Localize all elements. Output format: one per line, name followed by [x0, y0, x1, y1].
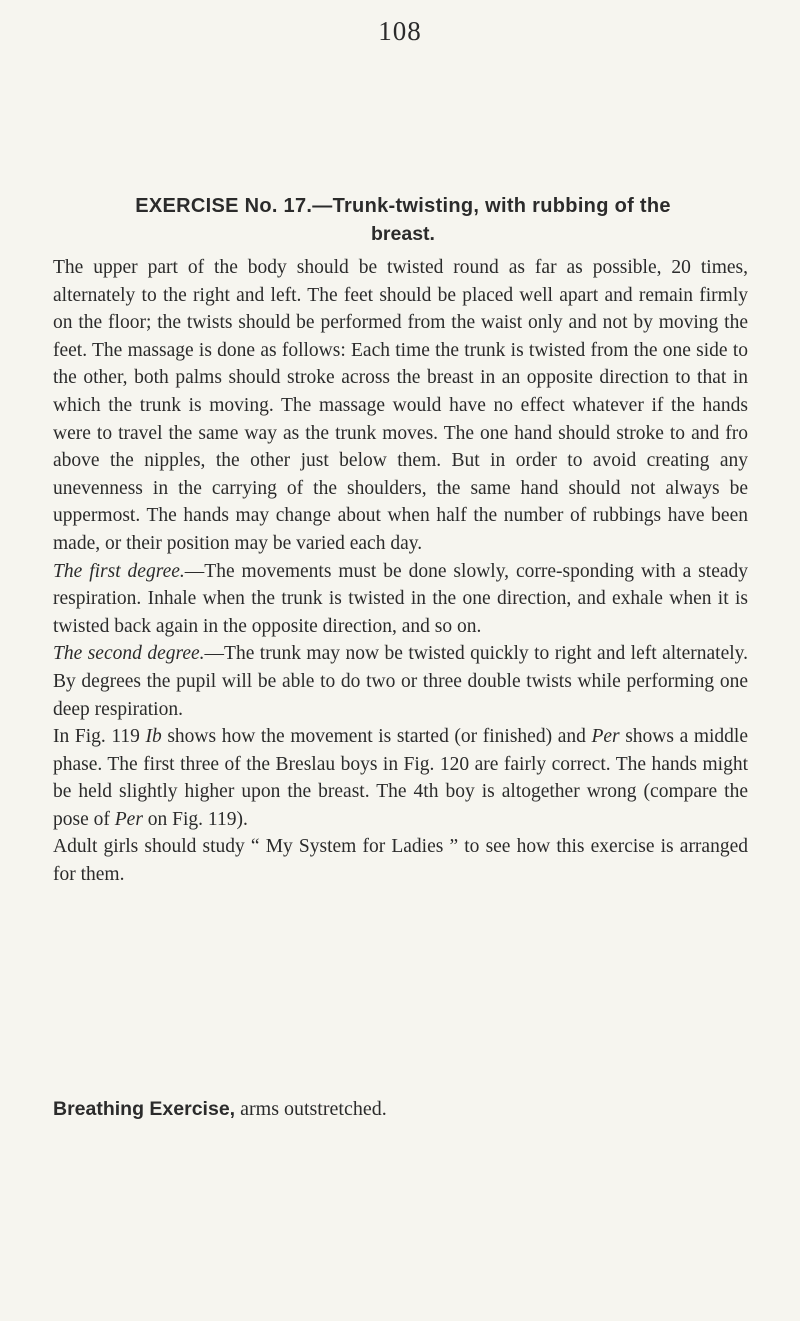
figures-text-a: In Fig. 119: [53, 726, 146, 748]
second-degree-label: The second degree.: [53, 643, 205, 665]
next-exercise-heading: [53, 1098, 748, 1121]
figures-text-d: on Fig. 119).: [142, 808, 248, 830]
paragraph-first-degree: [53, 558, 748, 641]
figures-text-c: shows a middle phase. The first three of the Breslau boys in Fig. 120 are fairly correct. The hands might be held slightly higher upon the breast. The 4th boy is altogether wrong (compare the pose of: [53, 726, 748, 830]
second-degree-text: —The trunk may now be twisted quickly to right and left alternately. By degrees the pupil will be able to do two or three double twists while performing one deep respiration.: [53, 643, 748, 720]
figures-ib: Ib: [145, 726, 162, 748]
body-text: [53, 254, 748, 889]
first-degree-text: —The movements must be done slowly, corre-sponding with a steady respiration. Inhale when the trunk is twisted in the one direction, and exhale when it is twisted back again in the opposite direction, and so on.: [53, 560, 748, 637]
heading-line-2: breast.: [371, 223, 435, 245]
paragraph-instructions: The upper part of the body should be twisted round as far as possible, 20 times, alternately to the right and left. The feet should be placed well apart and remain firmly on the floor; the twists should be performed from the waist only and not by moving the feet. The massage is done as follows: Each time the trunk is twisted from the one side to the other, both palms should stroke across the breast in an opposite direction to that in which the trunk is moving. The massage would have no effect whatever if the hands were to travel the same way as the trunk moves. The one hand should stroke to and fro above the nipples, the other just below them. But in order to avoid creating any unevenness in the carrying of the shoulders, the same hand should not always be uppermost. The hands may change about when half the number of rubbings have been made, or their position may be varied each day.: [53, 257, 748, 554]
figures-text-b: shows how the movement is started (or finished) and: [161, 726, 592, 748]
exercise-heading: [103, 192, 703, 248]
paragraph-adult-girls: Adult girls should study “ My System for Ladies ” to see how this exercise is arranged for them.: [53, 836, 748, 886]
figures-per-2: Per: [114, 808, 143, 830]
page-number: 108: [378, 16, 422, 46]
paragraph-second-degree: [53, 640, 748, 723]
paragraph-figures: [53, 723, 748, 833]
first-degree-label: The first degree.: [53, 560, 185, 582]
next-exercise-bold: Breathing Exercise,: [53, 1098, 236, 1120]
figures-per: Per: [591, 726, 620, 748]
next-exercise-rest: arms outstretched.: [235, 1098, 387, 1120]
heading-line-1: EXERCISE No. 17.—Trunk-twisting, with rubbing of the: [135, 195, 671, 217]
